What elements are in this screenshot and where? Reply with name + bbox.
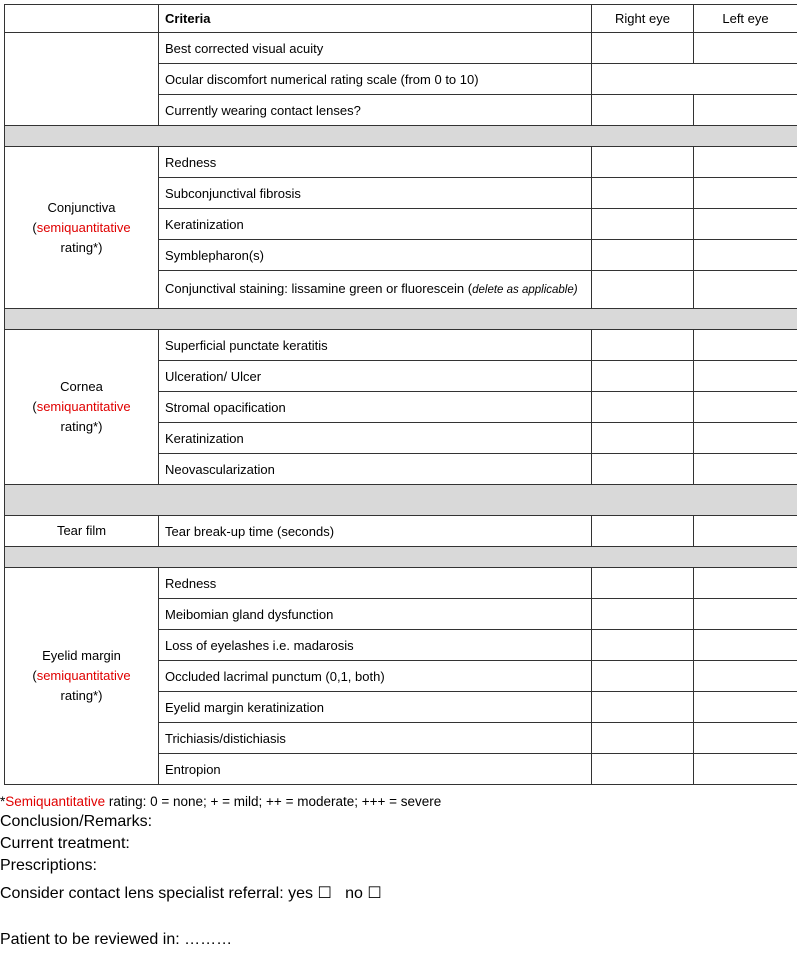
right-eye-cell[interactable]	[592, 392, 694, 423]
criteria-cell: Redness	[159, 568, 592, 599]
rating-legend: *Semiquantitative rating: 0 = none; + = mild; ++ = moderate; +++ = severe	[0, 794, 442, 809]
right-eye-cell[interactable]	[592, 692, 694, 723]
criteria-cell: Symblepharon(s)	[159, 240, 592, 271]
separator-row	[5, 309, 797, 330]
criteria-cell: Currently wearing contact lenses?	[159, 95, 592, 126]
criteria-cell: Eyelid margin keratinization	[159, 692, 592, 723]
criteria-cell: Loss of eyelashes i.e. madarosis	[159, 630, 592, 661]
right-eye-cell[interactable]	[592, 661, 694, 692]
criteria-cell: Conjunctival staining: lissamine green or fluorescein (delete as applicable)	[159, 271, 592, 309]
review-label: Patient to be reviewed in: ………	[0, 931, 233, 948]
right-eye-cell[interactable]	[592, 240, 694, 271]
header-row	[5, 5, 797, 33]
table-row	[5, 516, 797, 547]
criteria-cell: Subconjunctival fibrosis	[159, 178, 592, 209]
cornea-group: Cornea (semiquantitative rating*)	[5, 330, 159, 485]
left-eye-cell[interactable]	[694, 147, 797, 178]
left-eye-cell[interactable]	[694, 454, 797, 485]
criteria-cell: Stromal opacification	[159, 392, 592, 423]
right-eye-cell[interactable]	[592, 330, 694, 361]
eyelid-group: Eyelid margin (semiquantitative rating*)	[5, 568, 159, 785]
left-eye-cell[interactable]	[694, 599, 797, 630]
criteria-cell: Superficial punctate keratitis	[159, 330, 592, 361]
left-eye-cell[interactable]	[694, 240, 797, 271]
left-eye-cell[interactable]	[694, 692, 797, 723]
right-eye-cell[interactable]	[592, 361, 694, 392]
right-eye-cell[interactable]	[592, 723, 694, 754]
separator-row	[5, 126, 797, 147]
conjunctiva-group: Conjunctiva (semiquantitative rating*)	[5, 147, 159, 309]
criteria-cell: Neovascularization	[159, 454, 592, 485]
assessment-table	[4, 4, 797, 785]
left-eye-cell[interactable]	[694, 95, 797, 126]
right-eye-cell[interactable]	[592, 95, 694, 126]
left-eye-cell[interactable]	[694, 209, 797, 240]
criteria-cell: Occluded lacrimal punctum (0,1, both)	[159, 661, 592, 692]
criteria-cell: Keratinization	[159, 423, 592, 454]
left-eye-cell[interactable]	[694, 661, 797, 692]
referral-question[interactable]: Consider contact lens specialist referral: yes ☐ no ☐	[0, 885, 382, 902]
tear-film-group: Tear film	[5, 516, 159, 547]
table-row	[5, 33, 797, 64]
right-eye-cell[interactable]	[592, 630, 694, 661]
right-eye-cell[interactable]	[592, 178, 694, 209]
criteria-cell: Redness	[159, 147, 592, 178]
header-criteria: Criteria	[159, 5, 592, 33]
criteria-cell: Best corrected visual acuity	[159, 33, 592, 64]
criteria-cell: Keratinization	[159, 209, 592, 240]
right-eye-cell[interactable]	[592, 33, 694, 64]
table-row	[5, 330, 797, 361]
header-right-eye: Right eye	[592, 5, 694, 33]
criteria-cell: Tear break-up time (seconds)	[159, 516, 592, 547]
left-eye-cell[interactable]	[694, 361, 797, 392]
left-eye-cell[interactable]	[694, 568, 797, 599]
criteria-cell: Ulceration/ Ulcer	[159, 361, 592, 392]
separator-row	[5, 485, 797, 516]
general-group-cell	[5, 33, 159, 126]
left-eye-cell[interactable]	[694, 423, 797, 454]
left-eye-cell[interactable]	[694, 754, 797, 785]
left-eye-cell[interactable]	[694, 33, 797, 64]
left-eye-cell[interactable]	[694, 630, 797, 661]
table-row	[5, 147, 797, 178]
right-eye-cell[interactable]	[592, 423, 694, 454]
table-row	[5, 568, 797, 599]
left-eye-cell[interactable]	[694, 178, 797, 209]
prescriptions-label: Prescriptions:	[0, 857, 97, 874]
right-eye-cell[interactable]	[592, 754, 694, 785]
form-footer	[0, 793, 441, 951]
right-eye-cell[interactable]	[592, 454, 694, 485]
criteria-cell: Entropion	[159, 754, 592, 785]
conclusion-label: Conclusion/Remarks:	[0, 813, 153, 830]
left-eye-cell[interactable]	[694, 330, 797, 361]
criteria-cell: Trichiasis/distichiasis	[159, 723, 592, 754]
left-eye-cell[interactable]	[694, 516, 797, 547]
right-eye-cell[interactable]	[592, 271, 694, 309]
left-eye-cell[interactable]	[694, 271, 797, 309]
separator-row	[5, 547, 797, 568]
left-eye-cell[interactable]	[694, 392, 797, 423]
right-eye-cell[interactable]	[592, 599, 694, 630]
treatment-label: Current treatment:	[0, 835, 130, 852]
criteria-cell: Meibomian gland dysfunction	[159, 599, 592, 630]
header-left-eye: Left eye	[694, 5, 797, 33]
left-eye-cell[interactable]	[694, 723, 797, 754]
header-blank	[5, 5, 159, 33]
right-eye-cell[interactable]	[592, 568, 694, 599]
right-eye-cell[interactable]	[592, 516, 694, 547]
criteria-cell: Ocular discomfort numerical rating scale (from 0 to 10)	[159, 64, 592, 95]
right-eye-cell[interactable]	[592, 147, 694, 178]
right-eye-cell[interactable]	[592, 209, 694, 240]
both-eyes-cell[interactable]	[592, 64, 797, 95]
